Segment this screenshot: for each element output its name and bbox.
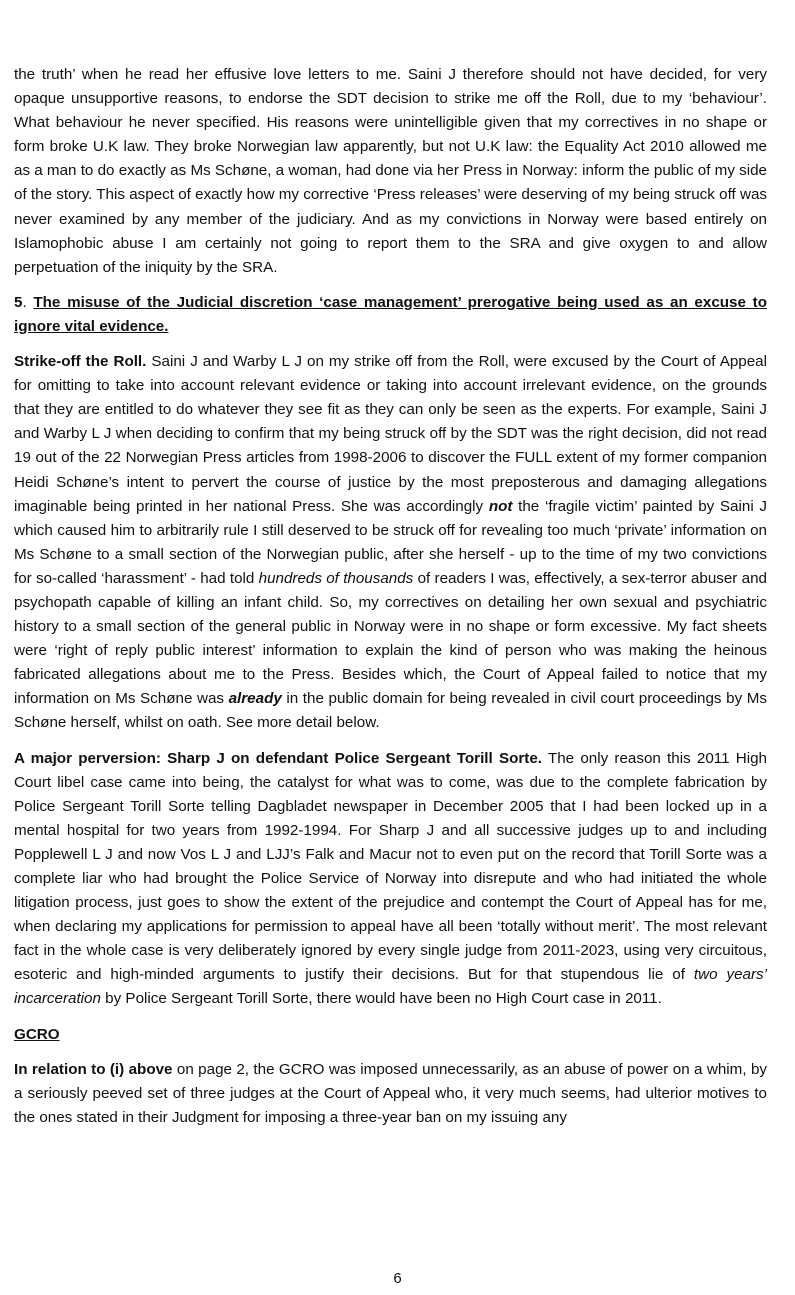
paragraph-gcro: In relation to (i) above on page 2, the GCRO was imposed unnecessarily, as an abuse of power on a whim, by a seriously peeved set of three judges at the Court of Appeal who, it very much seems, had ulterior motives to the ones stated in their Judgment for imposing a three-year ban on my issuing any (14, 1060, 767, 1126)
section-title: The misuse of the Judicial discretion ‘case management’ prerogative being used as an excuse to ignore vital evidence. (14, 293, 767, 335)
document-page (14, 63, 767, 1141)
paragraph-strike-off: Strike-off the Roll. Saini J and Warby L J on my strike off from the Roll, were excused by the Court of Appeal for omitting to take into account relevant evidence or taking into account irrelevant evidence, on the grounds that they are entitled to do whatever they see fit as they can only be seen as the experts. For example, Saini J and Warby L J when deciding to confirm that my being struck off by the SDT was the right decision, did not read 19 out of the 22 Norwegian Press articles from 1998-2006 to discover the FULL extent of my former companion Heidi Schøne’s intent to pervert the course of justice by the most preposterous and damaging allegations imaginable being printed in her national Press. She was accordingly not the ‘fragile victim’ painted by Saini J which caused him to arbitrarily rule I still deserved to be struck off for revealing too much ‘private’ information on Ms Schøne to a small section of the Norwegian public, after she herself - up to the time of my two convictions for so-called ‘harassment’ - had told hundreds of thousands of readers I was, effectively, a sex-terror abuser and psychopath capable of killing an infant child. So, my correctives on detailing her own sexual and psychiatric history to a small section of the general public in Norway were in no shape or form excessive. My fact sheets were ‘right of reply public interest’ information to explain the kind of person who was making the heinous fabricated allegations about me to the Press. Besides which, the Court of Appeal failed to notice that my information on Ms Schøne was already in the public domain for being revealed in civil court proceedings by Ms Schøne herself, whilst on oath. See more detail below. (14, 353, 767, 732)
section-number: 5 (14, 293, 23, 311)
section-heading-5: 5. The misuse of the Judicial discretion ‘case management’ prerogative being used as an excuse to ignore vital evidence. (14, 293, 767, 335)
page-number: 6 (393, 1270, 402, 1287)
emphasis-already: already (228, 690, 282, 708)
emphasis-two-years: two years’ incarceration (14, 966, 767, 1008)
paragraph-continuation: the truth’ when he read her effusive love letters to me. Saini J therefore should not have decided, for very opaque unsupportive reasons, to endorse the SDT decision to strike me off the Roll, due to my ‘behaviour’. What behaviour he never specified. His reasons were unintelligible given that my correctives in no shape or form broke U.K law. They broke Norwegian law apparently, but not U.K law: the Equality Act 2010 allowed me as a man to do exactly as Ms Schøne, a woman, had done via her Press in Norway: inform the public of my side of the story. This aspect of exactly how my corrective ‘Press releases’ were deserving of my being struck off was never examined by any member of the judiciary. And as my convictions in Norway were based entirely on Islamophobic abuse I am certainly not going to report them to the SRA and give oxygen to and allow perpetuation of the iniquity by the SRA. (14, 66, 767, 276)
paragraph-sharp-j: A major perversion: Sharp J on defendant Police Sergeant Torill Sorte. The only reason this 2011 High Court libel case came into being, the catalyst for what was to come, was due to the complete fabrication by Police Sergeant Torill Sorte telling Dagbladet newspaper in December 2005 that I had been locked up in a mental hospital for two years from 1992-1994. For Sharp J and all successive judges up to and including Popplewell L J and now Vos L J and LJJ’s Falk and Macur not to even put on the record that Torill Sorte was a complete liar who had brought the Police Service of Norway into disrepute and who had initiated the whole litigation process, just goes to show the extent of the prejudice and contempt the Court of Appeal has for me, when declaring my applications for permission to appeal have all been ‘totally without merit’. The most relevant fact in the whole case is very deliberately ignored by every single judge from 2011-2023, using very circuitous, esoteric and high-minded arguments to justify their decisions. But for that stupendous lie of two years’ incarceration by Police Sergeant Torill Sorte, there would have been no High Court case in 2011. (14, 749, 768, 1008)
run-in-heading: Strike-off the Roll. (14, 353, 147, 371)
emphasis-not: not (488, 497, 513, 515)
run-in-heading: A major perversion: Sharp J on defendant Police Sergeant Torill Sorte. (14, 749, 542, 767)
run-in-heading: In relation to (i) above (14, 1060, 173, 1078)
heading-gcro: GCRO (14, 1025, 60, 1043)
emphasis-hundreds: hundreds of thousands (258, 569, 414, 587)
